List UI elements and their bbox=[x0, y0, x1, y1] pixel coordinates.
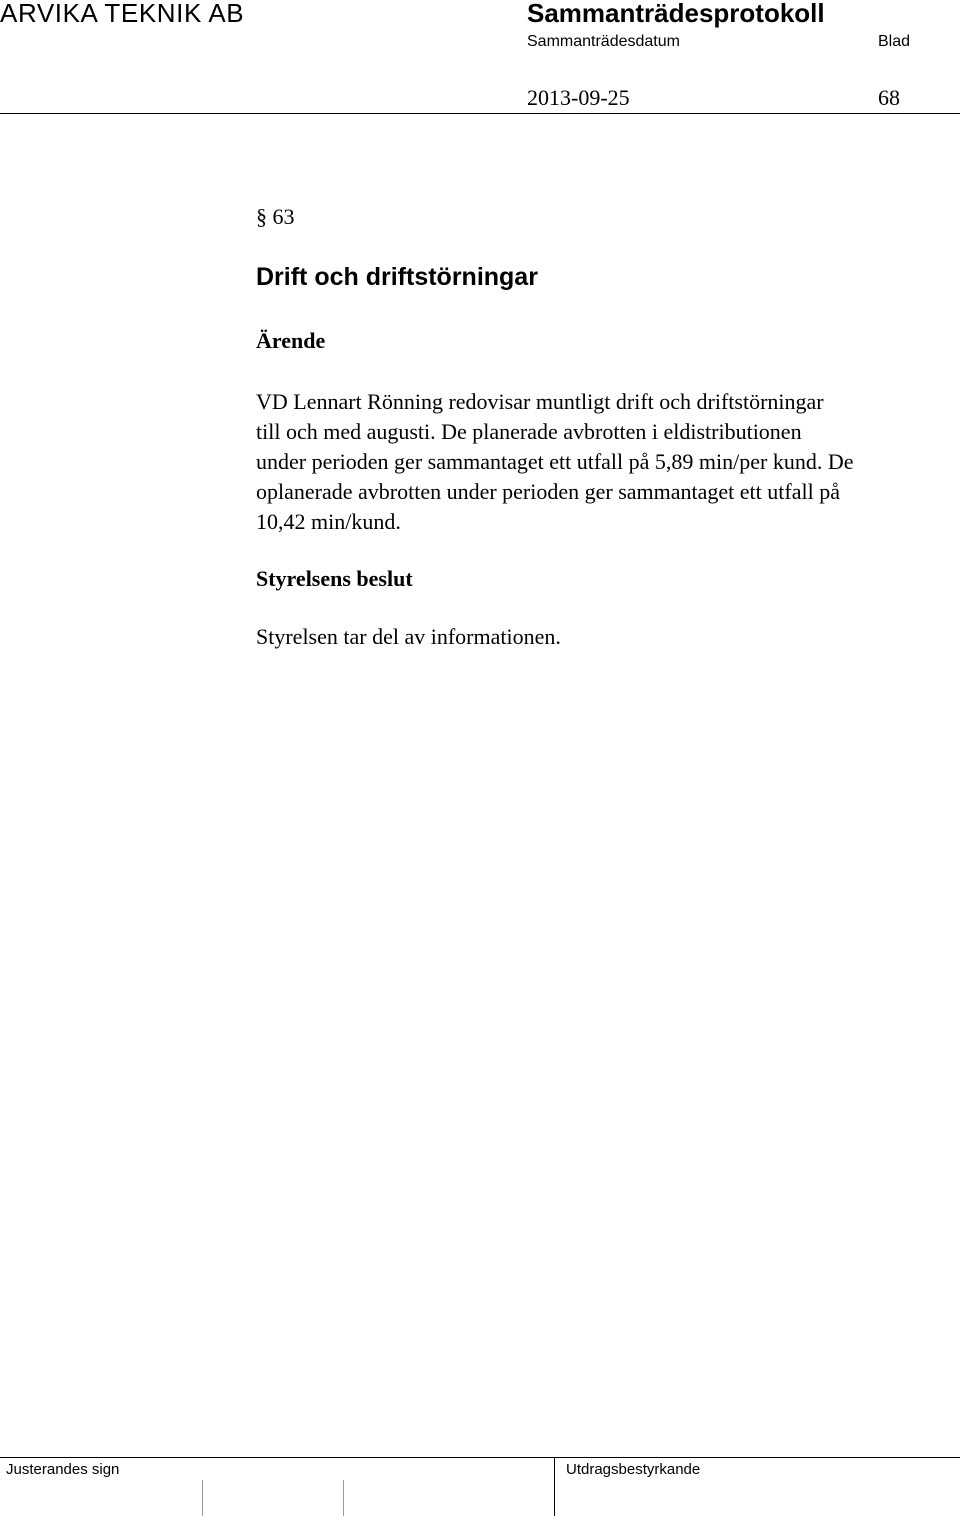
matter-paragraph bbox=[256, 387, 946, 537]
meeting-date-label: Sammanträdesdatum bbox=[527, 33, 680, 50]
section-number: § 63 bbox=[256, 204, 295, 229]
matter-heading: Ärende bbox=[256, 328, 326, 353]
matter-line: under perioden ger sammantaget ett utfall på 5,89 min/per kund. De bbox=[256, 449, 854, 474]
section-title: Drift och driftstörningar bbox=[256, 263, 538, 291]
sheet-number-value: 68 bbox=[878, 85, 900, 110]
header-divider bbox=[0, 113, 960, 114]
signature-label: Justerandes sign bbox=[6, 1461, 120, 1478]
decision-heading: Styrelsens beslut bbox=[256, 566, 413, 591]
signature-box-divider bbox=[343, 1480, 344, 1516]
document-type-title: Sammanträdesprotokoll bbox=[527, 0, 825, 28]
footer-column-divider bbox=[554, 1458, 555, 1516]
extract-certification-label: Utdragsbestyrkande bbox=[566, 1461, 701, 1478]
matter-line: oplanerade avbrotten under perioden ger sammantaget ett utfall på bbox=[256, 479, 840, 504]
meeting-date-value: 2013-09-25 bbox=[527, 85, 630, 110]
matter-line: VD Lennart Rönning redovisar muntligt drift och driftstörningar bbox=[256, 389, 824, 414]
footer-divider bbox=[0, 1457, 960, 1458]
matter-line: till och med augusti. De planerade avbrotten i eldistributionen bbox=[256, 419, 802, 444]
decision-text: Styrelsen tar del av informationen. bbox=[256, 624, 561, 649]
matter-line: 10,42 min/kund. bbox=[256, 509, 401, 534]
signature-box-divider bbox=[202, 1480, 203, 1516]
organization-name: ARVIKA TEKNIK AB bbox=[0, 0, 245, 28]
sheet-label: Blad bbox=[878, 33, 911, 50]
